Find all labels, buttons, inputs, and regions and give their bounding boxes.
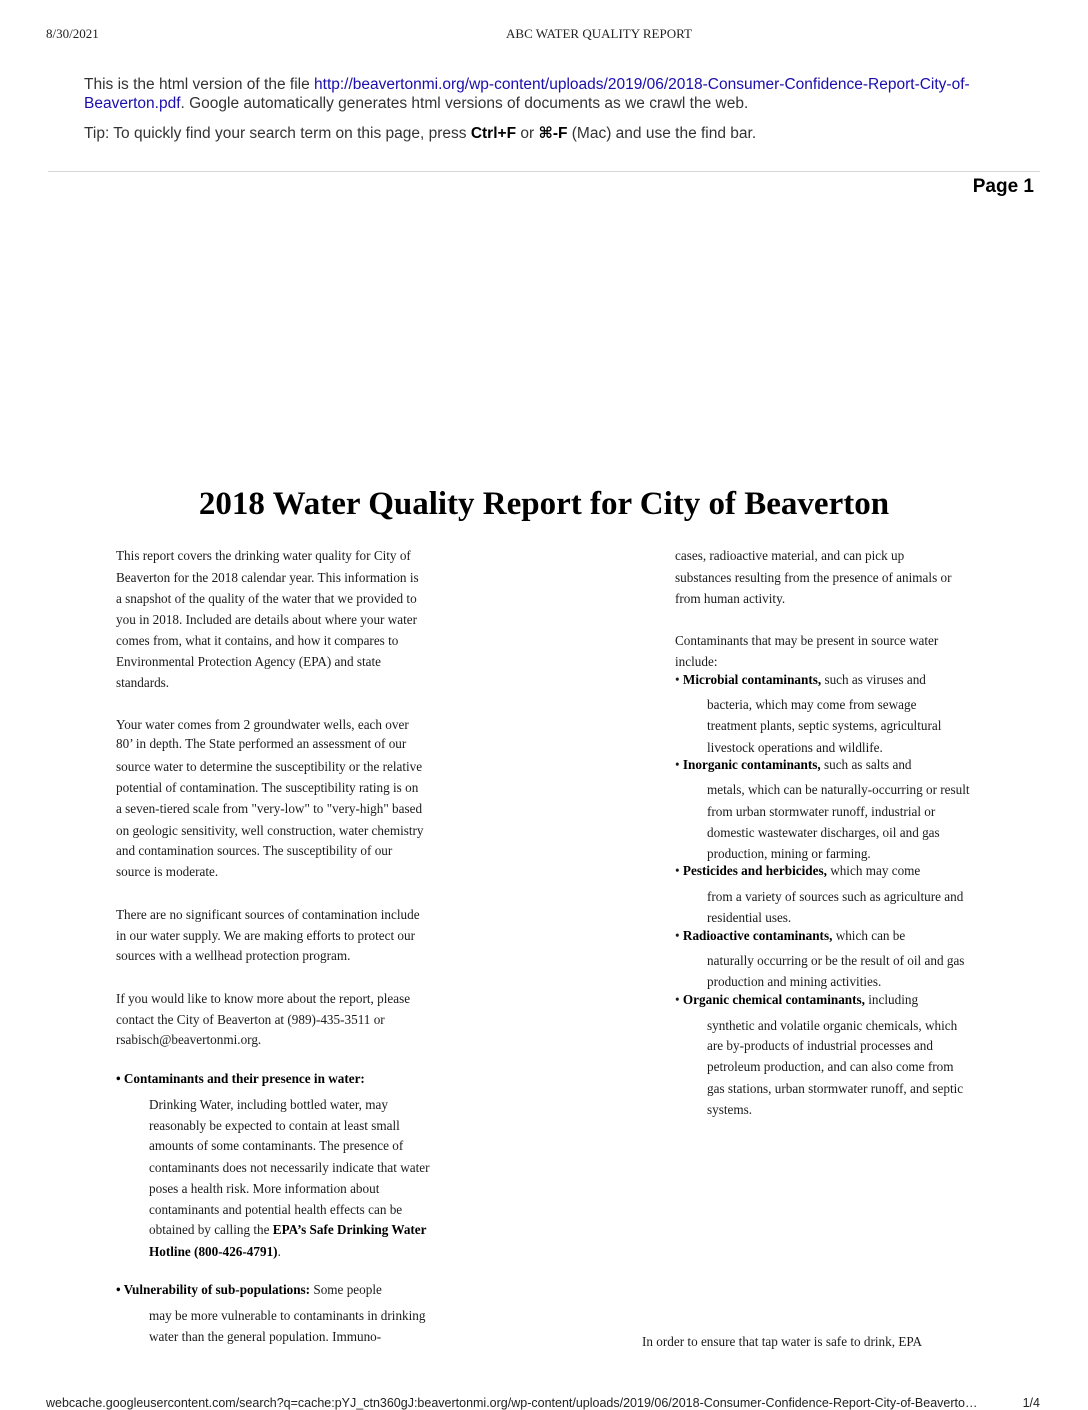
epa-hotline-number: Hotline (800-426-4791)	[149, 1244, 278, 1259]
source-line: 80’ in depth. The State performed an assessment of our	[116, 736, 407, 751]
contaminants-line: contaminants and potential health effects can be	[149, 1202, 403, 1217]
contaminants-heading: • Contaminants and their presence in water:	[116, 1071, 365, 1086]
source-line: potential of contamination. The susceptibility rating is on	[116, 780, 419, 795]
intro-line: standards.	[116, 675, 170, 690]
ctrl-f-key: Ctrl+F	[470, 125, 517, 142]
protection-line: sources with a wellhead protection program.	[116, 948, 351, 963]
contaminants-intro-line: Contaminants that may be present in source water	[675, 633, 939, 648]
continued-line: from human activity.	[675, 591, 786, 606]
cache-notice-line2: Beaverton.pdf. Google automatically generates html versions of documents as we crawl the web.	[84, 95, 749, 112]
epa-continuation-line: In order to ensure that tap water is safe to drink, EPA	[642, 1334, 923, 1349]
print-footer-url: webcache.googleusercontent.com/search?q=cache:pYJ_ctn360gJ:beavertonmi.org/wp-content/uploads/2019/06/2018-Consumer-Confidence-Report-City-of-Beaverto…	[46, 1396, 978, 1410]
contaminants-intro-line: include:	[675, 654, 718, 669]
contaminants-line: Hotline (800-426-4791).	[149, 1244, 281, 1259]
divider	[48, 171, 1040, 172]
contaminants-line: reasonably be expected to contain at least small	[149, 1118, 400, 1133]
contaminants-line: obtained by calling the EPA’s Safe Drinking Water	[149, 1222, 427, 1237]
contaminant-item-line: synthetic and volatile organic chemicals, which	[707, 1018, 958, 1033]
intro-line: a snapshot of the quality of the water that we provided to	[116, 591, 417, 606]
source-file-link-cont[interactable]: Beaverton.pdf	[84, 95, 181, 112]
vulnerability-heading: • Vulnerability of sub-populations: Some people	[116, 1282, 382, 1297]
continued-line: cases, radioactive material, and can pick up	[675, 548, 905, 563]
print-header-title: ABC WATER QUALITY REPORT	[506, 26, 692, 41]
source-line: and contamination sources. The susceptibility of our	[116, 843, 393, 858]
contaminant-item-line: gas stations, urban stormwater runoff, and septic	[707, 1081, 964, 1096]
report-title: 2018 Water Quality Report for City of Beaverton	[198, 486, 890, 522]
contaminant-item-line: residential uses.	[707, 910, 792, 925]
contaminant-item-line: naturally occurring or be the result of oil and gas	[707, 953, 965, 968]
contaminant-item-line: domestic wastewater discharges, oil and gas	[707, 825, 940, 840]
source-line: Your water comes from 2 groundwater wells, each over	[116, 717, 409, 732]
source-line: source water to determine the susceptibility or the relative	[116, 759, 423, 774]
cache-tip: Tip: To quickly find your search term on this page, press Ctrl+F or ⌘-F (Mac) and use the find bar.	[84, 125, 757, 142]
print-page-count: 1/4	[1022, 1396, 1040, 1410]
intro-line: comes from, what it contains, and how it compares to	[116, 633, 399, 648]
source-line: a seven-tiered scale from "very-low" to "very-high" based	[116, 801, 423, 816]
intro-line: you in 2018. Included are details about where your water	[116, 612, 418, 627]
contaminant-item-heading: • Organic chemical contaminants, including	[675, 992, 919, 1007]
contaminant-item-line: production, mining or farming.	[707, 846, 871, 861]
contaminant-item-line: bacteria, which may come from sewage	[707, 697, 917, 712]
contact-line: rsabisch@beavertonmi.org.	[116, 1032, 262, 1047]
protection-line: in our water supply. We are making efforts to protect our	[116, 928, 415, 943]
source-line: source is moderate.	[116, 864, 219, 879]
contaminant-item-line: treatment plants, septic systems, agricultural	[707, 718, 942, 733]
source-line: on geologic sensitivity, well construction, water chemistry	[116, 823, 424, 838]
source-file-link[interactable]: http://beavertonmi.org/wp-content/uploads/2019/06/2018-Consumer-Confidence-Report-City-of-	[314, 76, 970, 93]
contaminant-item-line: livestock operations and wildlife.	[707, 740, 883, 755]
protection-line: There are no significant sources of contamination include	[116, 907, 420, 922]
contaminant-item-line: metals, which can be naturally-occurring or result	[707, 782, 970, 797]
epa-hotline-label: EPA’s Safe Drinking Water	[272, 1222, 427, 1237]
contaminant-item-line: petroleum production, and can also come from	[707, 1059, 954, 1074]
vulnerability-line: water than the general population. Immuno-	[149, 1329, 382, 1344]
contaminants-line: Drinking Water, including bottled water, may	[149, 1097, 388, 1112]
print-date: 8/30/2021	[46, 26, 99, 41]
intro-line: Environmental Protection Agency (EPA) and state	[116, 654, 382, 669]
contact-line: If you would like to know more about the report, please	[116, 991, 411, 1006]
intro-line: Beaverton for the 2018 calendar year. This information is	[116, 570, 419, 585]
contaminants-line: amounts of some contaminants. The presence of	[149, 1138, 404, 1153]
contaminant-item-line: production and mining activities.	[707, 974, 882, 989]
intro-line: This report covers the drinking water quality for City of	[116, 548, 411, 563]
contaminants-line: poses a health risk. More information about	[149, 1181, 380, 1196]
contaminant-item-line: systems.	[707, 1102, 753, 1117]
page-label: Page 1	[972, 176, 1034, 197]
contaminant-item-heading: • Pesticides and herbicides, which may come	[675, 863, 921, 878]
contact-line: contact the City of Beaverton at (989)-435-3511 or	[116, 1012, 385, 1027]
contaminants-line: contaminants does not necessarily indicate that water	[149, 1160, 430, 1175]
contaminant-item-line: are by-products of industrial processes and	[707, 1038, 933, 1053]
contaminant-item-line: from urban stormwater runoff, industrial or	[707, 804, 936, 819]
contaminant-item-heading: • Microbial contaminants, such as viruses and	[675, 672, 926, 687]
contaminant-item-line: from a variety of sources such as agriculture and	[707, 889, 964, 904]
cache-notice-line1: This is the html version of the file http://beavertonmi.org/wp-content/uploads/2019/06/2018-Consumer-Confidence-Report-City-of-	[84, 76, 970, 93]
contaminant-item-heading: • Inorganic contaminants, such as salts and	[675, 757, 912, 772]
continued-line: substances resulting from the presence of animals or	[675, 570, 952, 585]
cmd-f-key: ⌘-F	[538, 125, 568, 142]
vulnerability-line: may be more vulnerable to contaminants in drinking	[149, 1308, 426, 1323]
contaminant-item-heading: • Radioactive contaminants, which can be	[675, 928, 906, 943]
